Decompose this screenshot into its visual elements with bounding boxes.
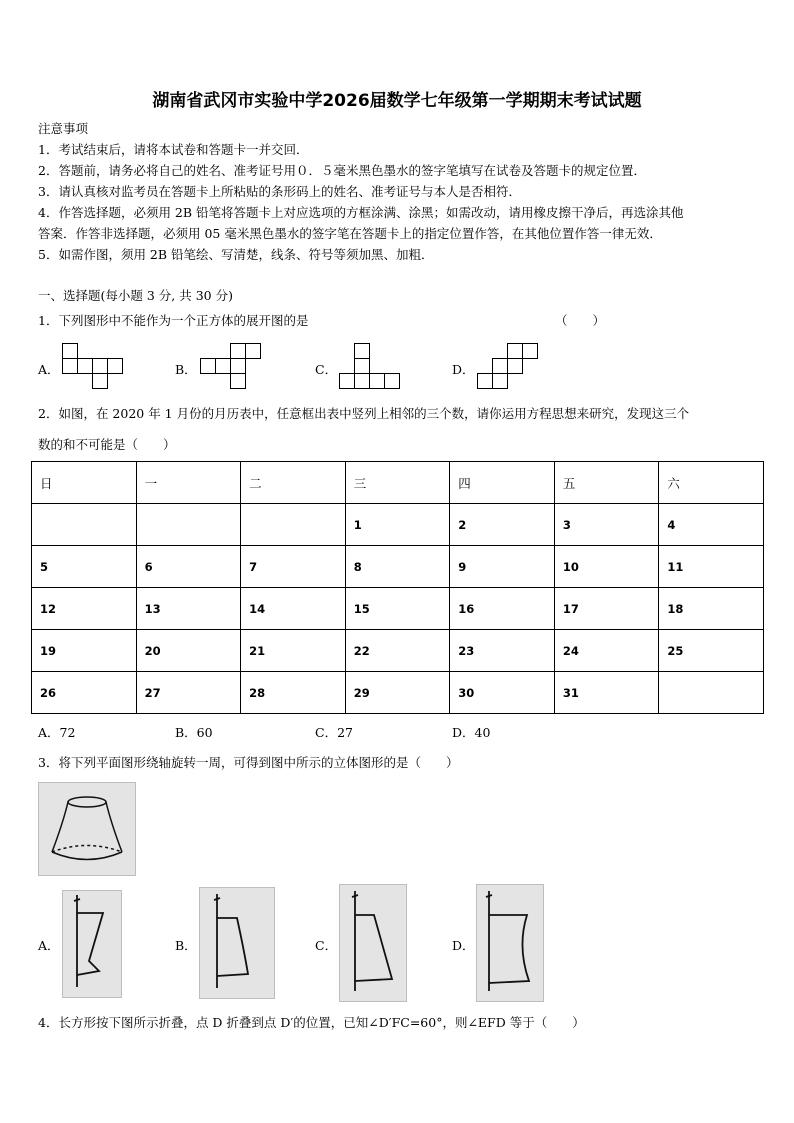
- option-a: A．72: [38, 725, 76, 740]
- calendar-cell: 17: [554, 588, 659, 630]
- question-1-text: 1．下列图形中不能作为一个正方体的展开图的是: [38, 313, 309, 328]
- calendar-cell: [241, 504, 346, 546]
- calendar-row: [32, 504, 764, 546]
- question-2-text-cont: 数的和不可能是（ ）: [38, 437, 176, 452]
- rotation-shape-d: [476, 884, 544, 1002]
- option-d: D．40: [452, 725, 491, 740]
- calendar-cell: 27: [136, 672, 241, 714]
- q3-option-d-label: D．: [452, 938, 475, 953]
- calendar-cell: 14: [241, 588, 346, 630]
- calendar-header-cell: 三: [345, 462, 450, 504]
- rotation-shape-c: [339, 884, 407, 1002]
- calendar-cell: 19: [32, 630, 137, 672]
- calendar-header-cell: 二: [241, 462, 346, 504]
- rotation-shape-a: [62, 890, 122, 998]
- page-title: 湖南省武冈市实验中学2026届数学七年级第一学期期末考试试题: [152, 91, 642, 111]
- calendar-cell: 9: [450, 546, 555, 588]
- calendar-cell: 28: [241, 672, 346, 714]
- solid-figure-photo: [38, 782, 136, 876]
- calendar-cell: 22: [345, 630, 450, 672]
- calendar-cell: 15: [345, 588, 450, 630]
- calendar-header-row: [32, 462, 764, 504]
- calendar-cell: 1: [345, 504, 450, 546]
- frustum-figure: [39, 783, 135, 875]
- q3-option-a-label: A．: [38, 938, 60, 953]
- calendar-cell: 5: [32, 546, 137, 588]
- rotation-shape-b: [199, 887, 275, 999]
- option-a-label: A．: [38, 362, 60, 377]
- option-c: C．27: [315, 725, 353, 740]
- calendar-cell: 23: [450, 630, 555, 672]
- calendar-row: [32, 672, 764, 714]
- calendar-cell: 2: [450, 504, 555, 546]
- calendar-cell: 10: [554, 546, 659, 588]
- calendar-cell: [136, 504, 241, 546]
- calendar-header-cell: 一: [136, 462, 241, 504]
- calendar-cell: 30: [450, 672, 555, 714]
- section-heading: 一、选择题(每小题 3 分, 共 30 分): [38, 288, 233, 303]
- calendar-cell: [659, 672, 764, 714]
- calendar-header-cell: 日: [32, 462, 137, 504]
- calendar-cell: 8: [345, 546, 450, 588]
- notice-item: 5．如需作图，须用 2B 铅笔绘、写清楚，线条、符号等须加黑、加粗．: [38, 247, 434, 262]
- calendar-row: [32, 588, 764, 630]
- option-c-label: C．: [315, 362, 338, 377]
- calendar-cell: 29: [345, 672, 450, 714]
- q3-option-b-label: B．: [175, 938, 197, 953]
- calendar-cell: 20: [136, 630, 241, 672]
- calendar-cell: 26: [32, 672, 137, 714]
- calendar-row: [32, 630, 764, 672]
- answer-bracket: （ ）: [555, 313, 606, 328]
- calendar-cell: 25: [659, 630, 764, 672]
- calendar-header-cell: 五: [554, 462, 659, 504]
- calendar-cell: 4: [659, 504, 764, 546]
- calendar-cell: 18: [659, 588, 764, 630]
- calendar-header-cell: 六: [659, 462, 764, 504]
- question-3-text: 3．将下列平面图形绕轴旋转一周，可得到图中所示的立体图形的是（ ）: [38, 755, 459, 770]
- calendar-cell: 21: [241, 630, 346, 672]
- cube-net-c: [339, 343, 402, 390]
- cube-net-b: [200, 343, 263, 390]
- notice-item: 2．答题前，请务必将自己的姓名、准考证号用０．５毫米黑色墨水的签字笔填写在试卷及答题卡的规定位置．: [38, 163, 646, 178]
- question-2-text: 2．如图，在 2020 年 1 月份的月历表中，任意框出表中竖列上相邻的三个数，请你运用方程思想来研究，发现这三个: [38, 406, 690, 421]
- calendar-table: [31, 461, 764, 714]
- q3-option-c-label: C．: [315, 938, 338, 953]
- question-4-text: 4．长方形按下图所示折叠，点 D 折叠到点 D′的位置，已知∠D′FC=60°，则∠EFD 等于（ ）: [38, 1015, 585, 1030]
- calendar-cell: 16: [450, 588, 555, 630]
- notice-item: 4．作答选择题，必须用 2B 铅笔将答题卡上对应选项的方框涂满、涂黑；如需改动，请用橡皮擦干净后，再选涂其他: [38, 205, 684, 220]
- cube-net-d: [477, 343, 540, 390]
- notice-heading: 注意事项: [38, 121, 89, 136]
- calendar-cell: 13: [136, 588, 241, 630]
- notice-item: 3．请认真核对监考员在答题卡上所粘贴的条形码上的姓名、准考证号与本人是否相符．: [38, 184, 521, 199]
- calendar-cell: 7: [241, 546, 346, 588]
- option-b: B．60: [175, 725, 213, 740]
- calendar-cell: 11: [659, 546, 764, 588]
- calendar-cell: [32, 504, 137, 546]
- calendar-cell: 24: [554, 630, 659, 672]
- calendar-row: [32, 546, 764, 588]
- calendar-header-cell: 四: [450, 462, 555, 504]
- option-b-label: B．: [175, 362, 197, 377]
- option-d-label: D．: [452, 362, 475, 377]
- calendar-cell: 31: [554, 672, 659, 714]
- calendar-cell: 3: [554, 504, 659, 546]
- notice-item: 答案．作答非选择题，必须用 05 毫米黑色墨水的签字笔在答题卡上的指定位置作答，在其他位置作答一律无效．: [38, 226, 662, 241]
- cube-net-a: [62, 343, 125, 390]
- calendar-cell: 6: [136, 546, 241, 588]
- notice-item: 1．考试结束后，请将本试卷和答题卡一并交回．: [38, 142, 309, 157]
- calendar-cell: 12: [32, 588, 137, 630]
